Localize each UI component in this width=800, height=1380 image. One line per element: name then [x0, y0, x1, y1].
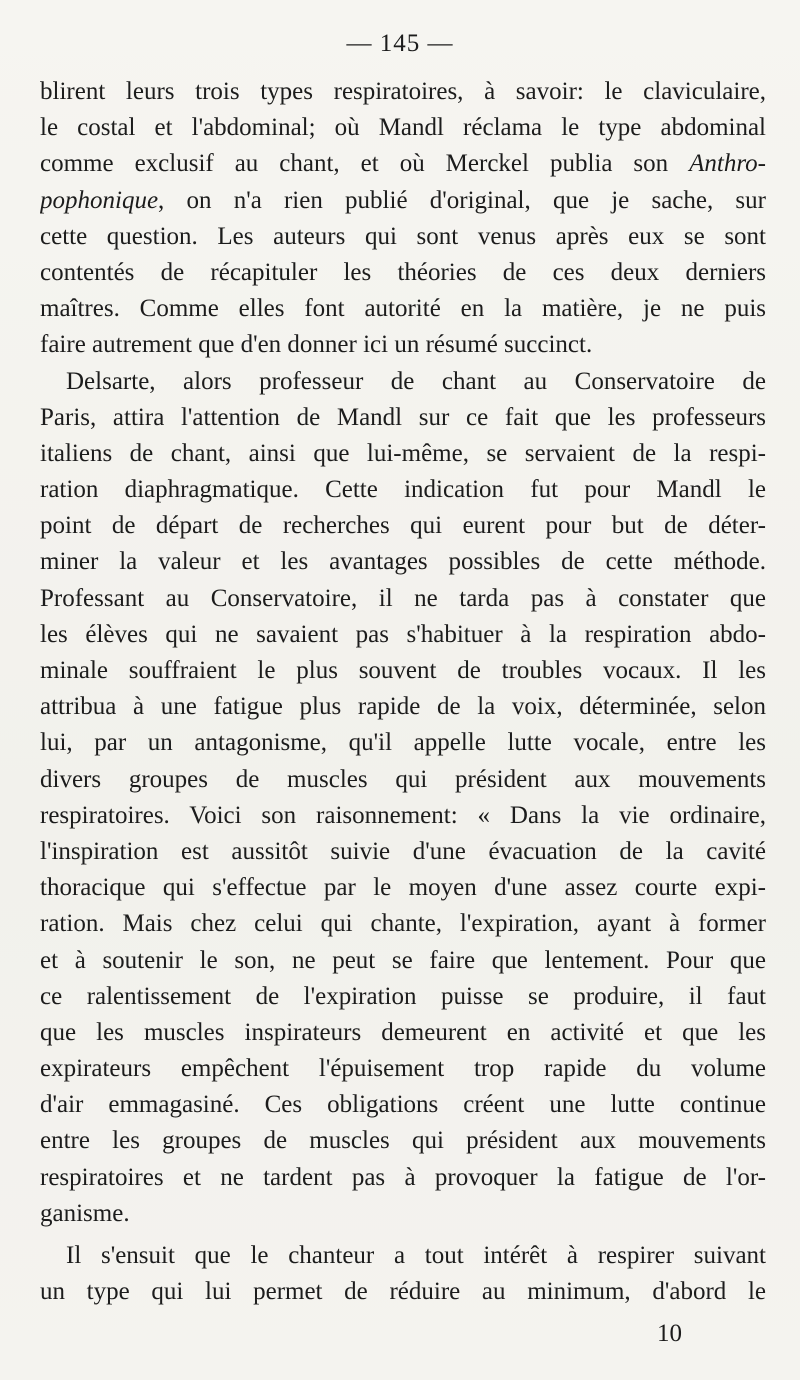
signature-mark [0, 1320, 800, 1348]
italic-title-fragment: pophonique [40, 186, 159, 214]
text-line-4: pophonique, on n'a rien publié d'original, que je sache, sur [40, 186, 766, 214]
text-line-22: l'inspiration est aussitôt suivie d'une évacuation de la cavité [40, 837, 766, 865]
page-number-header: — 145 — [346, 30, 454, 57]
text-line-17: minale souffraient le plus souvent de troubles vocaux. Il les [40, 657, 766, 684]
text-line-32: ganisme. [40, 1199, 130, 1227]
text-line-15: Professant au Conservatoire, il ne tarda pas à constater que [40, 584, 766, 612]
text-line-3: comme exclusif au chant, et où Merckel publia son Anthro- [40, 150, 766, 178]
text-line-19: lui, par un antagonisme, qu'il appelle lutte vocale, entre les [40, 729, 766, 757]
text-line-11: italiens de chant, ainsi que lui-même, se servaient de la respi- [40, 439, 766, 467]
text-line-24: ration. Mais chez celui qui chante, l'expiration, ayant à former [40, 910, 766, 938]
text-line-29: d'air emmagasiné. Ces obligations créent une lutte continue [40, 1091, 766, 1119]
text-line-34: un type qui lui permet de réduire au minimum, d'abord le [40, 1278, 766, 1306]
text-line-10: Paris, attira l'attention de Mandl sur ce fait que les professeurs [40, 403, 766, 431]
italic-title-fragment: Anthro- [689, 150, 766, 178]
text-line-1: blirent leurs trois types respiratoires, à savoir: le claviculaire, [40, 78, 766, 105]
text-line-8: faire autrement que d'en donner ici un résumé succinct. [40, 331, 593, 359]
text-line-20: divers groupes de muscles qui président aux mouvements [40, 765, 766, 793]
text-line-12: ration diaphragmatique. Cette indication fut pour Mandl le [40, 476, 766, 504]
signature-number: 10 [657, 1320, 682, 1347]
text-line-13: point de départ de recherches qui eurent pour but de déter- [40, 512, 766, 540]
text-line-25: et à soutenir le son, ne peut se faire que lentement. Pour que [40, 946, 766, 974]
text-line-27: que les muscles inspirateurs demeurent en activité et que les [40, 1018, 766, 1046]
text-line-30: entre les groupes de muscles qui président aux mouvements [40, 1127, 766, 1155]
text-line-2: le costal et l'abdominal; où Mandl réclama le type abdominal [40, 114, 766, 142]
text-line-23: thoracique qui s'effectue par le moyen d'une assez courte expi- [40, 874, 766, 902]
page-body-text [40, 74, 766, 1310]
text-line-26: ce ralentissement de l'expiration puisse se produire, il faut [40, 982, 766, 1010]
text-line-16: les élèves qui ne savaient pas s'habituer à la respiration abdo- [40, 620, 766, 648]
text-line-7: maîtres. Comme elles font autorité en la matière, je ne puis [40, 295, 766, 323]
text-line-28: expirateurs empêchent l'épuisement trop rapide du volume [40, 1055, 766, 1083]
text-line-14: miner la valeur et les avantages possibles de cette méthode. [40, 548, 766, 576]
text-line-9: Delsarte, alors professeur de chant au Conservatoire de [66, 367, 766, 395]
text-line-21: respiratoires. Voici son raisonnement: « Dans la vie ordinaire, [40, 801, 766, 829]
text-line-5: cette question. Les auteurs qui sont venus après eux se sont [40, 222, 766, 250]
text-line-31: respiratoires et ne tardent pas à provoquer la fatigue de l'or- [40, 1163, 766, 1191]
text-line-18: attribua à une fatigue plus rapide de la voix, déterminée, selon [40, 693, 766, 721]
text-line-6: contentés de récapituler les théories de ces deux derniers [40, 258, 766, 286]
text-line-33: Il s'ensuit que le chanteur a tout intérêt à respirer suivant [66, 1242, 766, 1269]
